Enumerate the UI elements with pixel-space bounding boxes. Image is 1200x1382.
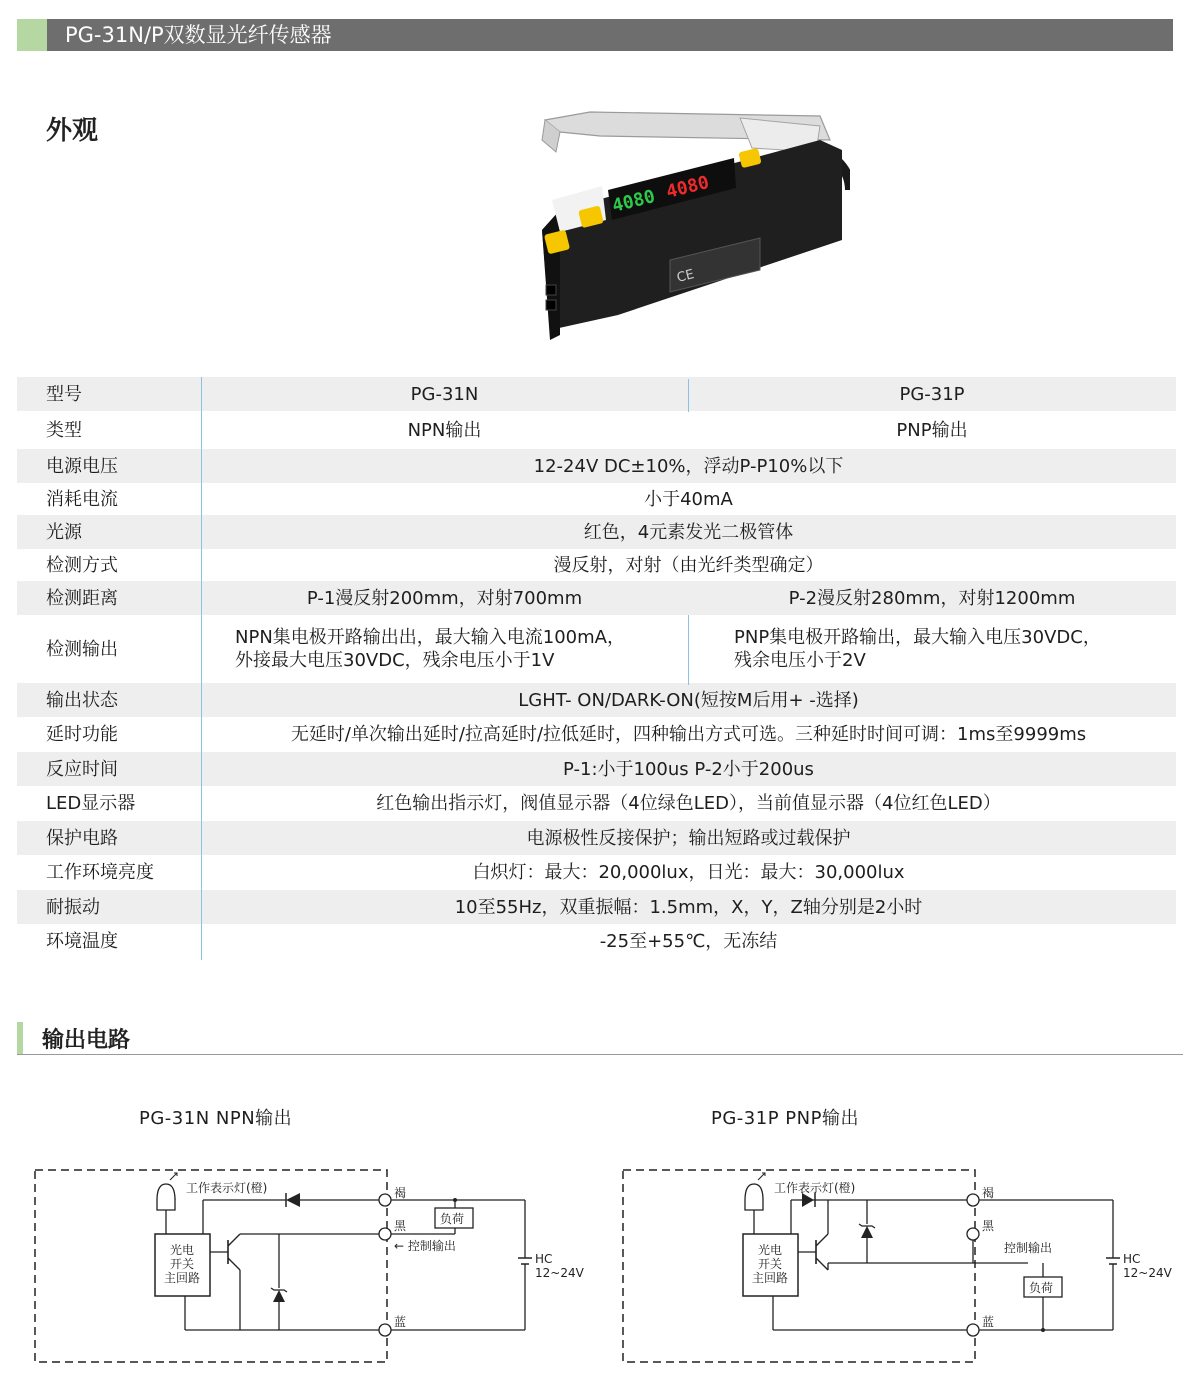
output-p-line2: 残余电压小于2V xyxy=(734,650,866,671)
spec-value: 白炽灯：最大：20,000lux，日光：最大：30,000lux xyxy=(472,862,905,883)
supply-hc: HC xyxy=(535,1252,553,1266)
spec-value: 电源极性反接保护；输出短路或过载保护 xyxy=(526,827,851,849)
wire-brown: 褐 xyxy=(394,1186,407,1200)
spec-value: 小于40mA xyxy=(644,488,733,510)
model-p: PG-31P xyxy=(899,383,965,405)
control-output-label: ← 控制输出 xyxy=(394,1239,456,1253)
spec-row-temp xyxy=(17,924,1176,959)
spec-row-response xyxy=(17,752,1176,786)
spec-value: -25至+55℃，无冻结 xyxy=(599,931,778,952)
wire-black: 黑 xyxy=(394,1219,407,1233)
product-image xyxy=(520,100,850,345)
spec-row-state xyxy=(17,683,1176,717)
output-n-line2: 外接最大电压30VDC，残余电压小于1V xyxy=(235,650,555,671)
appearance-heading: 外观 xyxy=(46,116,99,146)
main-circuit-line1: 光电 xyxy=(170,1243,195,1257)
supply-voltage: 12~24V xyxy=(1123,1266,1172,1280)
spec-table xyxy=(17,377,1176,959)
spec-label: 检测输出 xyxy=(46,638,118,660)
section-header-bar xyxy=(17,19,1173,51)
main-circuit-line2: 开关 xyxy=(758,1257,783,1271)
spec-label: 输出状态 xyxy=(46,689,118,711)
type-n: NPN输出 xyxy=(407,419,482,441)
spec-row-distance xyxy=(17,581,1176,615)
spec-label: 耐振动 xyxy=(46,896,100,918)
distance-n: P-1漫反射200mm，对射700mm xyxy=(306,587,583,609)
spec-row-ambient xyxy=(17,855,1176,890)
output-p xyxy=(688,626,1176,672)
output-n-line1: NPN集电极开路输出出，最大输入电流100mA， xyxy=(235,627,625,648)
model-n: PG-31N xyxy=(410,383,479,405)
npn-circuit-diagram xyxy=(30,1160,610,1370)
circuit-section-header xyxy=(17,1022,1183,1055)
spec-label: 环境温度 xyxy=(46,931,118,952)
spec-value: 红色输出指示灯，阀值显示器（4位绿色LED），当前值显示器（4位红色LED） xyxy=(376,793,1001,814)
wire-blue: 蓝 xyxy=(394,1315,407,1329)
supply-voltage: 12~24V xyxy=(535,1266,584,1280)
spec-row-current xyxy=(17,483,1176,515)
supply-hc: HC xyxy=(1123,1252,1141,1266)
load-label: 负荷 xyxy=(440,1212,465,1226)
spec-label: 电源电压 xyxy=(46,455,118,477)
header-accent xyxy=(17,19,47,51)
spec-label: 延时功能 xyxy=(46,724,118,745)
main-circuit-line3: 主回路 xyxy=(752,1271,789,1285)
spec-row-method xyxy=(17,549,1176,581)
spec-row-led xyxy=(17,786,1176,821)
main-circuit-line1: 光电 xyxy=(758,1243,783,1257)
spec-value: 12-24V DC±10%，浮动P-P10%以下 xyxy=(533,455,844,477)
circuit-accent xyxy=(17,1022,23,1054)
type-p: PNP输出 xyxy=(896,419,968,441)
current-display: 4080 xyxy=(664,171,712,203)
spec-label: 工作环境亮度 xyxy=(46,862,154,883)
spec-row-vibration xyxy=(17,890,1176,924)
spec-row-type xyxy=(17,411,1176,449)
spec-row-model xyxy=(17,377,1176,411)
spec-label: 类型 xyxy=(46,419,82,441)
spec-row-light xyxy=(17,515,1176,549)
spec-value: P-1:小于100us P-2小于200us xyxy=(563,758,814,780)
spec-value: LGHT- ON/DARK-ON(短按M后用+ -选择) xyxy=(518,689,859,711)
spec-value: 10至55Hz，双重振幅：1.5mm，X，Y，Z轴分别是2小时 xyxy=(454,896,923,918)
npn-title: PG-31N NPN输出 xyxy=(139,1108,293,1129)
indicator-label: 工作表示灯(橙) xyxy=(774,1181,856,1195)
table-divider xyxy=(688,379,689,412)
spec-row-delay xyxy=(17,717,1176,752)
ce-mark: CE xyxy=(675,267,696,286)
wire-black: 黑 xyxy=(982,1219,995,1233)
page-title: PG-31N/P双数显光纤传感器 xyxy=(65,23,332,47)
spec-label: 检测方式 xyxy=(46,554,118,576)
wire-brown: 褐 xyxy=(982,1186,995,1200)
spec-value: 漫反射，对射（由光纤类型确定） xyxy=(553,554,824,576)
main-circuit-line3: 主回路 xyxy=(164,1271,201,1285)
output-n xyxy=(201,626,688,672)
threshold-display: 4080 xyxy=(610,185,658,217)
wire-blue: 蓝 xyxy=(982,1315,995,1329)
table-divider xyxy=(201,377,202,960)
spec-label: 检测距离 xyxy=(46,587,118,609)
spec-label: 型号 xyxy=(46,383,82,405)
spec-label: LED显示器 xyxy=(46,793,136,814)
circuit-heading: 输出电路 xyxy=(42,1028,131,1053)
spec-value: 无延时/单次输出延时/拉高延时/拉低延时，四种输出方式可选。三种延时时间可调：1ms至9999ms xyxy=(290,724,1087,745)
spec-label: 消耗电流 xyxy=(46,488,118,510)
output-p-line1: PNP集电极开路输出，最大输入电压30VDC， xyxy=(734,627,1101,648)
spec-label: 保护电路 xyxy=(46,827,118,849)
distance-p: P-2漫反射280mm，对射1200mm xyxy=(788,587,1076,609)
indicator-label: 工作表示灯(橙) xyxy=(186,1181,268,1195)
pnp-title: PG-31P PNP输出 xyxy=(711,1108,859,1129)
spec-value: 红色，4元素发光二极管体 xyxy=(583,521,794,543)
control-output-label: 控制输出 xyxy=(1004,1241,1053,1255)
main-circuit-line2: 开关 xyxy=(170,1257,195,1271)
table-divider xyxy=(688,615,689,685)
spec-row-supply xyxy=(17,449,1176,483)
spec-label: 光源 xyxy=(46,521,82,543)
spec-row-protect xyxy=(17,821,1176,855)
pnp-circuit-diagram xyxy=(618,1160,1198,1370)
spec-label: 反应时间 xyxy=(46,758,118,780)
load-label: 负荷 xyxy=(1029,1281,1054,1295)
spec-row-output xyxy=(17,615,1176,683)
